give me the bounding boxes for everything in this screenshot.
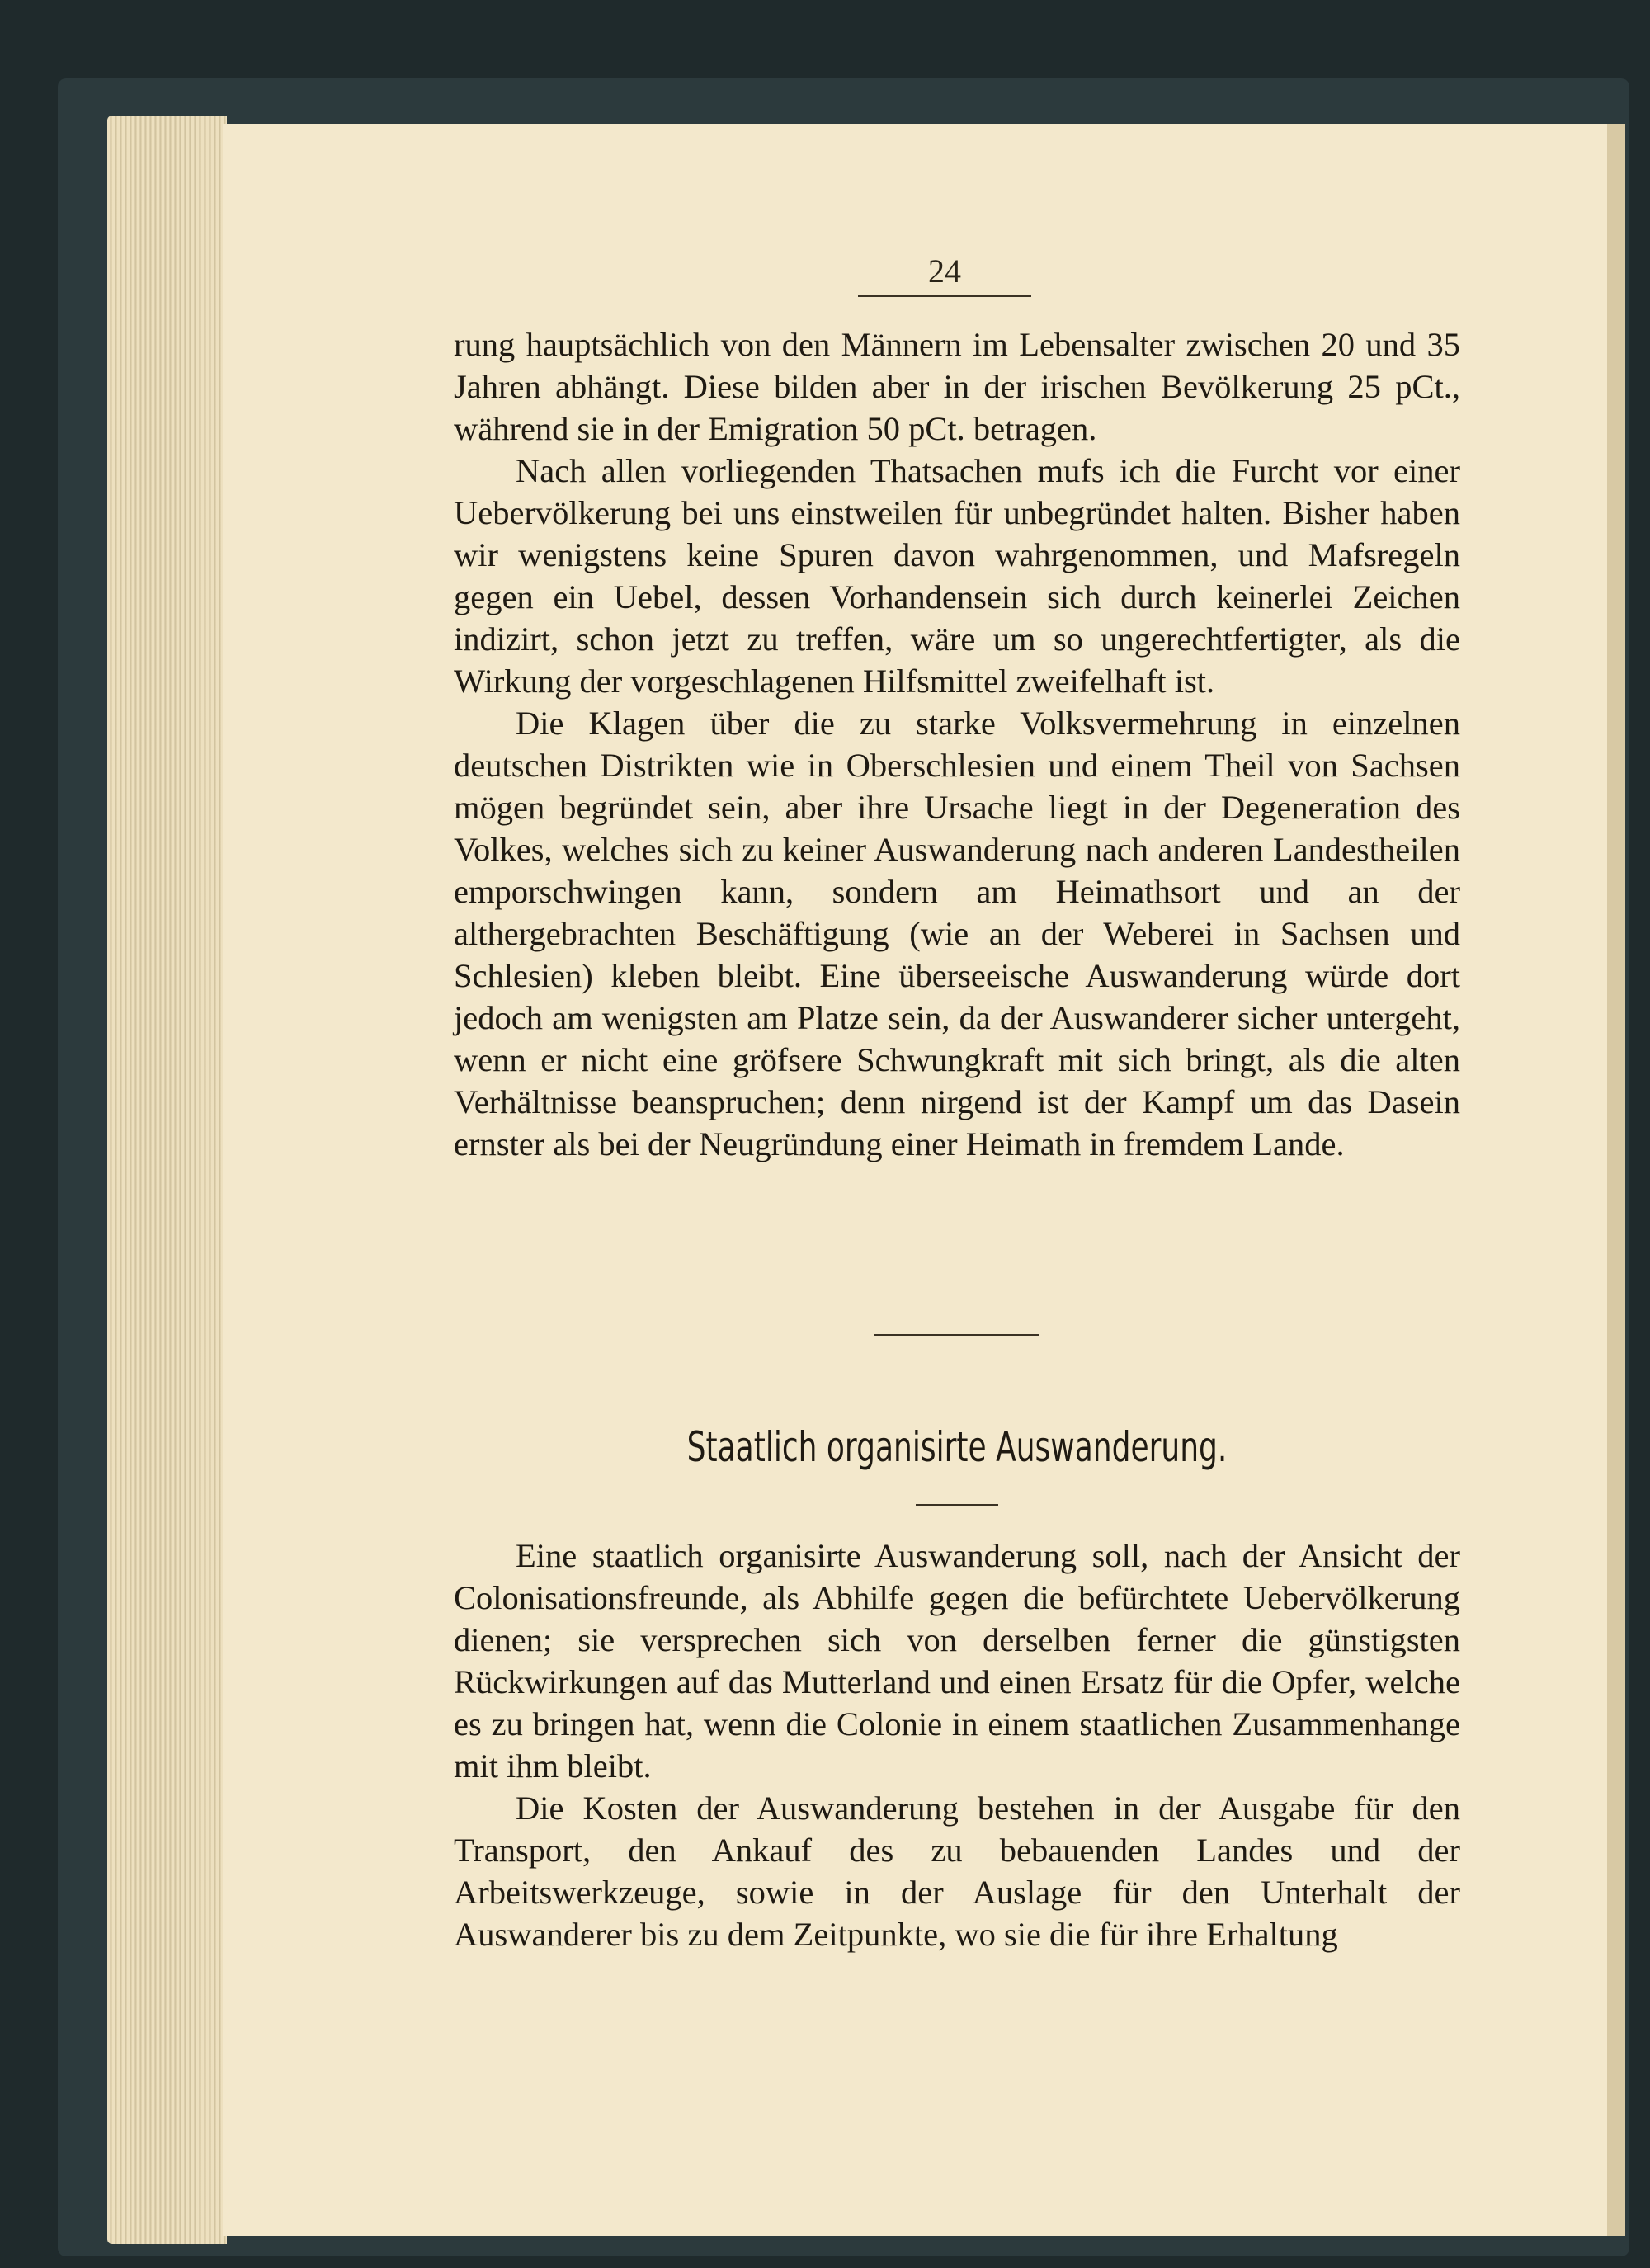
page-number: 24	[858, 252, 1031, 297]
paragraph-1: rung hauptsächlich von den Männern im Lebensalter zwischen 20 und 35 Jahren abhängt. Diese bilden aber in der irischen Bevölkerung 25 pCt., während sie in der Emigration 50 pCt. betragen.	[454, 326, 1460, 447]
paragraph-2: Nach allen vorliegenden Thatsachen mufs ich die Furcht vor einer Uebervölkerung bei uns einstweilen für unbegründet halten. Bisher haben wir wenigstens keine Spuren davon wahrgenommen, und Mafsregeln gegen ein Uebel, dessen Vorhandensein sich durch keinerlei Zeichen indizirt, schon jetzt zu treffen, wäre um so ungerechtfertigter, als die Wirkung der vorgeschlagenen Hilfsmittel zweifelhaft ist.	[454, 452, 1460, 700]
body-text-bottom	[454, 1535, 1460, 1955]
title-underline	[916, 1504, 998, 1506]
section-divider	[874, 1334, 1040, 1336]
facing-page-edge	[1607, 124, 1625, 2236]
section-title: Staatlich organisirte Auswanderung.	[686, 1423, 1228, 1471]
paragraph-5: Die Kosten der Auswanderung bestehen in der Ausgabe für den Transport, den Ankauf des zu bebauenden Landes und der Arbeitswerkzeuge, sowie in der Auslage für den Unterhalt der Auswanderer bis zu dem Zeitpunkte, wo sie die für ihre Erhaltung	[454, 1789, 1460, 1953]
body-text-top	[454, 323, 1460, 1165]
paragraph-4: Eine staatlich organisirte Auswanderung soll, nach der Ansicht der Colonisationsfreunde, als Abhilfe gegen die befürchtete Uebervölkerung dienen; sie versprechen sich von derselben ferner die günstigsten Rückwirkungen auf das Mutterland und einen Ersatz für die Opfer, welche es zu bringen hat, wenn die Colonie in einem staatlichen Zusammenhange mit ihm bleibt.	[454, 1537, 1460, 1785]
paragraph-3: Die Klagen über die zu starke Volksvermehrung in einzelnen deutschen Distrikten wie in Oberschlesien und einem Theil von Sachsen mögen begründet sein, aber ihre Ursache liegt in der Degeneration des Volkes, welches sich zu keiner Auswanderung nach anderen Landestheilen emporschwingen kann, sondern am Heimathsort und an der althergebrachten Beschäftigung (wie an der Weberei in Sachsen und Schlesien) kleben bleibt. Eine überseeische Auswanderung würde dort jedoch am wenigsten am Platze sein, da der Auswanderer sicher untergeht, wenn er nicht eine gröfsere Schwungkraft mit sich bringt, als die alten Verhältnisse beanspruchen; denn nirgend ist der Kampf um das Dasein ernster als bei der Neugründung einer Heimath in fremdem Lande.	[454, 705, 1460, 1162]
page-edges	[107, 116, 227, 2244]
